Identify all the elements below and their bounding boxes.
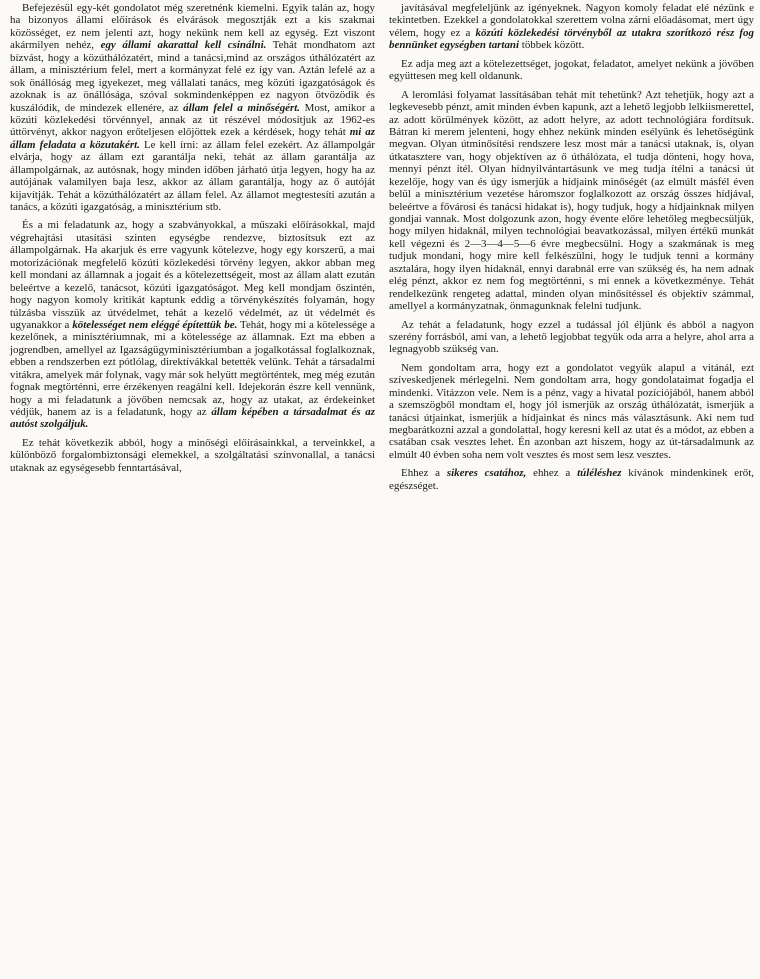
text-run: többek között.	[519, 39, 585, 52]
text-run: Ez adja meg azt a kötelezettséget, jogokat, feladatot, amelyet nekünk a jövőben együttesen meg kell oldanunk.	[389, 57, 754, 83]
emphasis-text: közúti közlekedési törvényből az utakra szorítkozó rész fog bennünket egységben tartani	[389, 26, 754, 52]
text-run: Ez tehát következik abból, hogy a minőségi előírásainkkal, a terveinkkel, a különböző forgalombiztonsági elemekkel, a szolgáltatási színvonallal, a tanácsi utaknak az egységesebb fenntartásával,	[10, 436, 375, 474]
paragraph	[389, 467, 754, 492]
emphasis-text: egy állami akarattal kell csinálni.	[100, 39, 267, 52]
text-run: javításával megfeleljünk az igényeknek. Nagyon komoly feladat elé nézünk e tekintetben. Ezekkel a gondolatokkal szerettem volna zárni előadásomat, mert úgy vélem, hogy ez a	[389, 2, 754, 39]
text-run: Le kell írni: az állam felel ezekért. Az állampolgár elvárja, hogy az állam ezt garantálja neki, tehát az állam garantálja az állampolgárnak, az autósnak, hogy minden időben járható útja legyen, hogy ha az autójának valamilyen baja lesz, akkor az állam garantálja, hogy az ő autóját kijavítják. Tehát a közúthálózatért az állam felel. Az államot megtestesíti azután a tanács, a közúti igazgatóság, a minisztérium stb.	[10, 138, 375, 213]
emphasis-text: kötelességet nem eléggé építettük be.	[72, 318, 238, 331]
text-run: Most, amikor a közúti közlekedési törvénnyel, annak az út részével módosítjuk az 1962-es úttörvényt, akkor nagyon erőteljesen előjöttek ezek a kérdések, hogy tehát	[10, 101, 375, 139]
text-run: Tehát, hogy mi a kötelessége a kezelőnek, a minisztériumnak, mi a kötelessége az államnak. Ezt ma ebben a jogrendben, amellyel az Igazságügyminisztériumban a jogalkotással foglalkoznak, ebben a rendszerben ezt pótlólag, direktívákkal betették velünk. Tehát a társadalmi vitákra, amelyek már folynak, vagy már sok helyütt megtörténtek, meg még ezután fognak megtörténni, erre érzékenyen reagálni kell. Idejekorán észre kell vennünk, hogy a mi feladatunk a jövőben nemcsak az, hogy az utakat, az érdekeinket védjük, hanem az is a feladatunk, hogy az	[10, 318, 375, 418]
emphasis-text: állam képében a társadalmat és az autóst szolgáljuk.	[10, 406, 375, 431]
paragraph	[10, 437, 375, 474]
paragraph	[389, 2, 754, 52]
paragraph	[10, 219, 375, 430]
text-run: És a mi feladatunk az, hogy a szabványokkal, a műszaki előírásokkal, majd végrehajtási utasítási szinten egységbe rendezve, biztosítsuk ezt az állampolgárnak. Ha akarjuk és erre vagyunk kötelezve, hogy egy korszerű, a mai motorizációnak megfelelő közúti közlekedési törvény legyen, akkor abban meg kell mondani az államnak a jogait és a kötelezettségeit, most az állam alatt ezután beleértve a kezelő, tanácsot, közúti igazgatóságot. Meg kell mondjam őszintén, hogy nagyon komoly kritikát kaptunk eddig a törvénykészítés folyamán, hogy túlzásba visszük az útvédelmet, tehát a kezelő védelmét, az út védelmét és ugyanakkor a	[10, 219, 375, 331]
text-run: ehhez a	[526, 467, 578, 480]
paragraph	[389, 89, 754, 313]
paragraph	[10, 2, 375, 213]
text-run: A leromlási folyamat lassításában tehát mit tehetünk? Azt tehetjük, hogy azt a legkevesebb pénzt, amit minden évben kapunk, azt a lehető legjobb lelkiismerettel, az adott körülmények között, az adott helyre, az adott technológiára fordítsuk. Bátran ki merem jelenteni, hogy ehhez nekünk minden esélyünk és lehetőségünk megvan. Olyan útminősítési rendszere lesz most már a tanácsi utaknak, is, olyan útkatasztere van, hogy objektíven az ő úthálózata, el tudja dönteni, hogy hova, mennyi pénzt ítél. Olyan hídnyilvántartásunk ve meg tudja ítélni a tanácsi út kezelője, hogy van és úgy ismerjük a hídjaink minőségét (az elmúlt másfél éven belül a minisztérium vezetése háromszor foglalkozott az ország összes hídjával, beleértve a fővárosi és tanácsi hidakat is), hogy tudjuk, hogy a hídjainknak milyen gondjai vannak. Most dolgozunk azon, hogy évente előre lehetőleg megbecsüljük, hogy milyen hidaknál, milyen technológiai beavatkozással, milyen értékű munkát kell végezni és 2—3—4—5—6 évre megbecsülni. Hogy a szakmának is meg tudjuk mondani, hogy mire kell felkészülni, hogy le tudjuk tenni a kormány asztalára, hogy ilyen hidaknál, ennyi darabnál erre van szükség és, ha nem adnak elég pénzt, akkor ez nem fog megtörténni, s mi ennek a következménye. Tehát rendelkezünk rengeteg adattal, minden olyan minősítéssel és objektív számmal, amellyel a kormányzatnak, önmagunknak felelni tudjunk.	[389, 88, 754, 313]
emphasis-text: sikeres csatához,	[446, 467, 527, 480]
text-column-left	[10, 2, 375, 979]
text-run: Az tehát a feladatunk, hogy ezzel a tudással jól éljünk és abból a nagyon szerény forrásból, ami van, a lehető legjobbat tegyük oda arra a helyre, ahol arra a legnagyobb szükség van.	[389, 318, 754, 356]
text-run: Befejezésül egy-két gondolatot még szeretnénk kiemelni. Egyik talán az, hogy ha bizonyos állami előírások és elvárások megosztják ezt a kis szakmai közösséget, ez nem jelenti azt, hogy nekünk nem kell az egység. Ezt viszont akármilyen nehéz,	[10, 2, 375, 52]
text-run: Tehát mondhatom azt bízvást, hogy a közúthálózatért, mind a tanácsi,mind az országos úthálózatért az állam, a minisztérium felel, mert a kormányzat felé ez így van. Aztán lefelé az a sok önállóság meg igyekezet, meg vállalati tanács, meg közúti igazgatóságok és azoknak is az önállósága, szóval sokmindenképpen ez nagyon ötvözödik és kuszálódik, de mindezek ellenére, az	[10, 39, 376, 114]
paragraph	[389, 58, 754, 83]
text-run: kívánok mindenkinek erőt, egészséget.	[389, 467, 754, 492]
text-column-right	[389, 2, 754, 979]
emphasis-text: túléléshez	[577, 467, 622, 480]
text-run: Nem gondoltam arra, hogy ezt a gondolatot vegyük alapul a vitánál, ezt szíveskedjenek mérlegelni. Nem gondoltam arra, hogy gondolataimat fogadja el mindenki. Vitázzon vele. Nem is a pénz, vagy a hivatal pozíciójából, hanem abból a szemszögből mondtam el, hogy jól ismerjük az ország úthálózatát, ismerjük a tanácsi útjainkat, ismerjük a hídjainkat és nincs más választásunk. Aki nem tud megbarátkozni azzal a gondolattal, hogy keresni kell az utat és a módot, az ebben a csatában csak vesztes lehet. Én azonban azt hiszem, hogy az út-társadalmunk az elmúlt 40 évben soha nem volt vesztes és most sem lesz vesztes.	[389, 361, 754, 461]
text-run: Ehhez a	[401, 467, 447, 480]
paragraph	[389, 319, 754, 356]
emphasis-text: mi az állam feladata a közutakért.	[10, 126, 375, 151]
paragraph	[389, 362, 754, 462]
emphasis-text: állam felel a minőségért.	[183, 101, 301, 114]
